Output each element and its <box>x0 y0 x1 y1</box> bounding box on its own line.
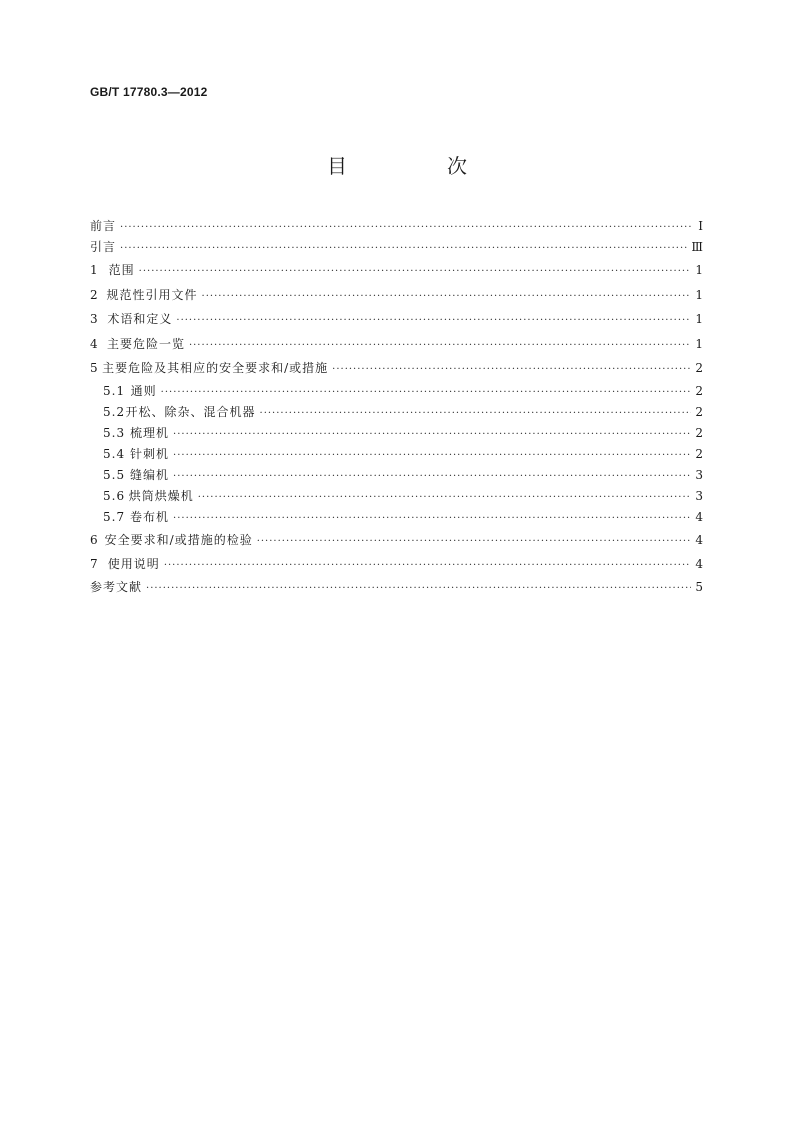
toc-entry-number: 1 <box>90 263 98 277</box>
toc-entry-number: 7 <box>90 557 98 571</box>
toc-entry-page: 2 <box>695 404 703 419</box>
toc-entry-title: 使用说明 <box>107 557 160 571</box>
toc-entry-page: 3 <box>695 488 703 503</box>
toc-entry-title: 梳理机 <box>130 425 170 440</box>
toc-entry-number: 5 <box>90 361 98 375</box>
toc-leader-dots <box>189 334 691 359</box>
toc-entry-number: 5.4 <box>103 446 126 461</box>
toc-entry-page: 1 <box>695 287 703 302</box>
toc-entry-page: 1 <box>695 336 703 351</box>
toc-entry-page: 2 <box>695 446 703 461</box>
toc-entry-title: 通则 <box>130 383 157 398</box>
toc-entry[interactable] <box>90 552 703 577</box>
toc-subentry[interactable] <box>90 507 703 528</box>
toc-leader-dots <box>198 487 691 508</box>
toc-entry-title: 规范性引用文件 <box>106 287 198 302</box>
toc-entry-page: Ⅰ <box>698 219 703 233</box>
toc-entry-title: 卷布机 <box>130 509 170 524</box>
toc-entry-page: Ⅲ <box>691 240 703 254</box>
toc-leader-dots <box>332 358 691 383</box>
toc-entry-page: 2 <box>695 361 703 375</box>
standard-code: GB/T 17780.3—2012 <box>90 85 208 99</box>
toc-leader-dots <box>260 403 691 424</box>
toc-subentry[interactable] <box>90 381 703 402</box>
toc-entry-page: 1 <box>695 312 703 326</box>
toc-entry[interactable] <box>90 528 703 553</box>
toc-subentry[interactable] <box>90 402 703 423</box>
toc-entry-page: 4 <box>695 532 703 547</box>
toc-entry-title: 术语和定义 <box>107 312 173 326</box>
toc-leader-dots <box>257 530 691 555</box>
toc-entry-title: 缝编机 <box>130 467 170 482</box>
toc-entry-number: 5.3 <box>103 425 126 440</box>
toc-entry-number: 2 <box>90 287 98 302</box>
toc-entry-number: 3 <box>90 312 98 326</box>
toc-entry-number: 5.2 <box>103 404 126 419</box>
toc-entry-page: 4 <box>695 557 703 571</box>
toc-entry-page: 5 <box>695 579 703 594</box>
toc-entry-page: 2 <box>695 425 703 440</box>
toc-subentry[interactable] <box>90 486 703 507</box>
toc-entry-number: 4 <box>90 336 98 351</box>
toc-entry-page: 3 <box>695 467 703 482</box>
toc-leader-dots <box>161 382 691 403</box>
toc-entry-title: 针刺机 <box>130 446 170 461</box>
toc-leader-dots <box>173 508 691 529</box>
toc-entry-title: 主要危险一览 <box>106 336 185 351</box>
toc-entry-title: 参考文献 <box>90 579 143 594</box>
toc-leader-dots <box>173 445 691 466</box>
toc-entry-title: 主要危险及其相应的安全要求和/或措施 <box>102 361 329 375</box>
toc-entry-title: 前言 <box>90 219 117 233</box>
toc-entry-page: 2 <box>695 383 703 398</box>
table-of-contents <box>90 216 703 598</box>
toc-subentry[interactable] <box>90 444 703 465</box>
toc-leader-dots <box>176 309 691 334</box>
toc-entry[interactable] <box>90 577 703 598</box>
toc-entry-number: 5.7 <box>103 509 126 524</box>
toc-subentry[interactable] <box>90 465 703 486</box>
toc-entry-title: 烘筒烘燥机 <box>128 488 194 503</box>
toc-subentry[interactable] <box>90 423 703 444</box>
toc-entry-title: 引言 <box>90 240 117 254</box>
toc-entry-title: 范围 <box>108 263 135 277</box>
toc-entry-page: 4 <box>695 509 703 524</box>
toc-entry[interactable] <box>90 283 703 308</box>
toc-leader-dots <box>120 217 691 238</box>
toc-entry-page: 1 <box>695 263 703 277</box>
toc-entry[interactable] <box>90 216 703 237</box>
toc-entry[interactable] <box>90 332 703 357</box>
page-title: 目 次 <box>327 154 507 178</box>
toc-entry-number: 5.5 <box>103 467 126 482</box>
toc-leader-dots <box>120 238 687 259</box>
toc-entry-number: 6 <box>90 532 98 547</box>
toc-leader-dots <box>202 285 691 310</box>
toc-entry-number: 5.1 <box>103 383 126 398</box>
toc-leader-dots <box>173 424 691 445</box>
toc-entry-title: 安全要求和/或措施的检验 <box>104 532 253 547</box>
toc-leader-dots <box>164 554 691 579</box>
toc-entry-number: 5.6 <box>103 488 126 503</box>
toc-leader-dots <box>173 466 691 487</box>
toc-entry[interactable] <box>90 307 703 332</box>
toc-entry-title: 开松、除杂、混合机器 <box>125 404 256 419</box>
toc-entry[interactable] <box>90 258 703 283</box>
toc-leader-dots <box>146 578 691 599</box>
toc-entry[interactable] <box>90 356 703 381</box>
toc-entry[interactable] <box>90 237 703 258</box>
toc-leader-dots <box>139 260 691 285</box>
